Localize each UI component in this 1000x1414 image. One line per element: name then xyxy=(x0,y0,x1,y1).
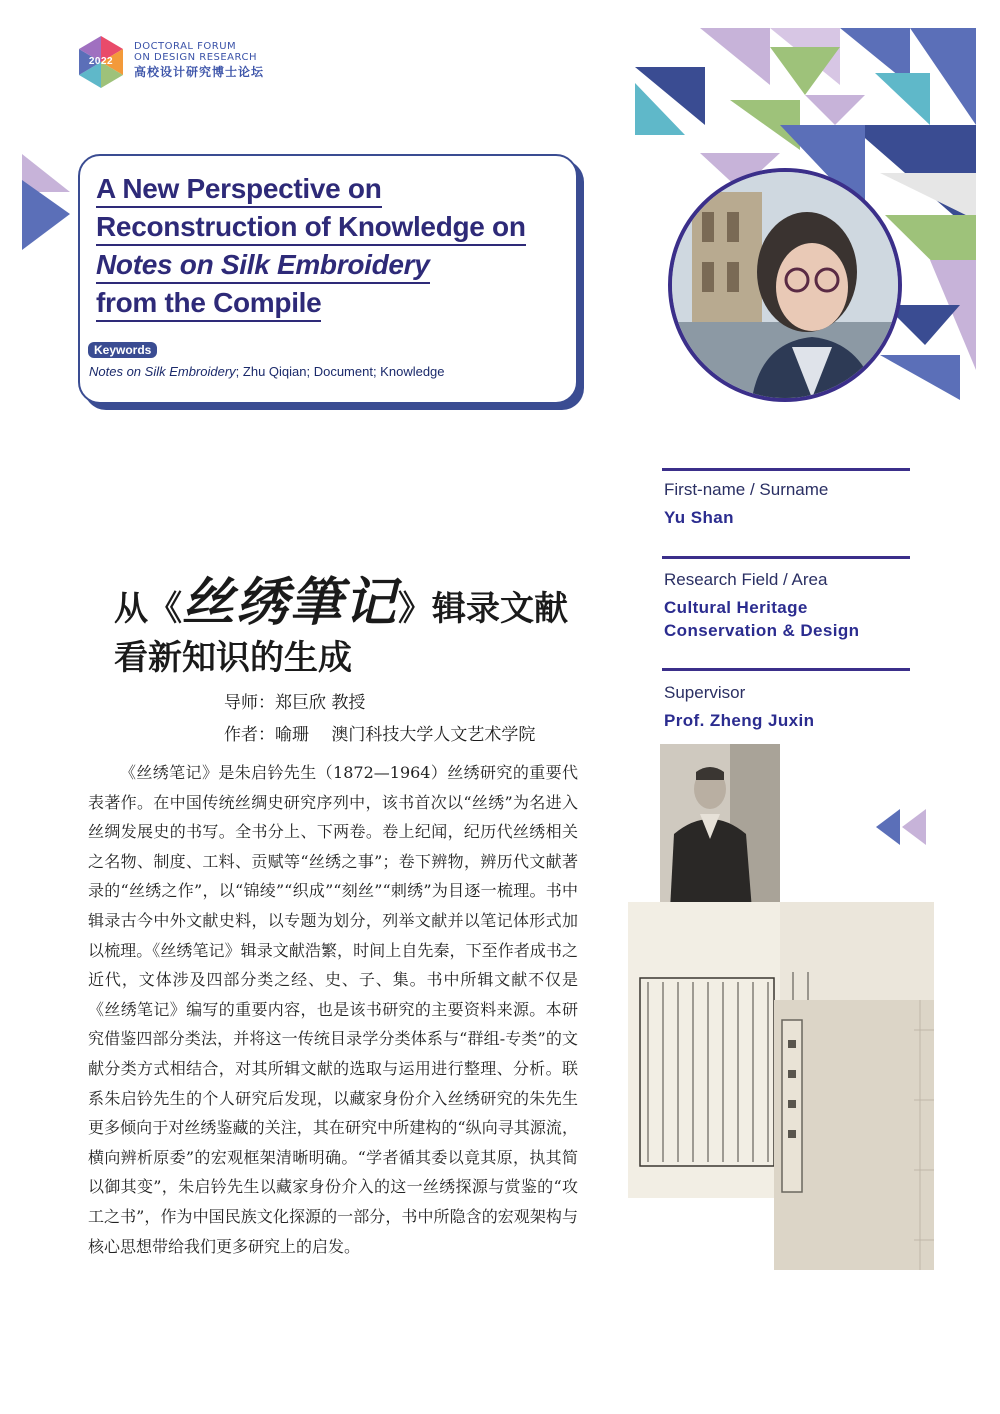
logo-chinese: 高校设计研究博士论坛 xyxy=(134,65,265,79)
supervisor-value: Prof. Zheng Juxin xyxy=(664,711,815,730)
keywords-book: Notes on Silk Embroidery xyxy=(89,364,236,379)
logo-year: 2022 xyxy=(88,56,114,67)
logo-line-2: ON DESIGN RESEARCH xyxy=(134,52,257,63)
book-cover-photo xyxy=(774,1000,934,1270)
chinese-title-line-2: 看新知识的生成 xyxy=(114,638,352,678)
title-line-3: Notes on Silk Embroidery xyxy=(96,248,430,284)
abstract-body xyxy=(88,758,578,1261)
logo-line-1: DOCTORAL FORUM xyxy=(134,41,237,52)
advisor-line: 导师：郑巨欣 教授 xyxy=(224,693,366,713)
title-line-1: A New Perspective on xyxy=(96,172,382,208)
field-value-1: Cultural Heritage xyxy=(664,598,808,617)
supervisor-label: Supervisor xyxy=(664,683,746,702)
name-label: First-name / Surname xyxy=(664,480,829,499)
forum-logo xyxy=(76,36,276,90)
cn-title-part2: 》辑录文献 xyxy=(398,589,569,629)
info-divider xyxy=(662,668,910,671)
info-divider xyxy=(662,468,910,471)
info-divider xyxy=(662,556,910,559)
name-value: Yu Shan xyxy=(664,508,734,527)
book-cover-image xyxy=(774,1000,934,1270)
title-line-4: from the Compile xyxy=(96,286,321,322)
historical-portrait-image xyxy=(660,744,780,910)
field-label: Research Field / Area xyxy=(664,570,828,589)
keywords-text xyxy=(89,364,445,379)
keywords-badge: Keywords xyxy=(88,342,157,358)
title-line-2: Reconstruction of Knowledge on xyxy=(96,210,526,246)
portrait-image xyxy=(672,172,898,398)
cn-title-part1: 从《 xyxy=(114,589,182,629)
historical-portrait-photo xyxy=(660,744,780,910)
author-line: 作者：喻珊 澳门科技大学人文艺术学院 xyxy=(224,725,536,745)
chinese-title-line-1 xyxy=(114,560,568,635)
author-portrait xyxy=(668,168,902,402)
decorative-mid-arrows xyxy=(872,805,932,850)
keywords-rest: ; Zhu Qiqian; Document; Knowledge xyxy=(235,364,445,379)
field-value-2: Conservation & Design xyxy=(664,621,860,640)
abstract-paragraph: 《丝绣笔记》是朱启钤先生（1872—1964）丝绣研究的重要代表著作。在中国传统丝绸史研究序列中，该书首次以“丝绣”为名进入丝绸发展史的书写。全书分上、下两卷。卷上纪闻，纪历代丝绣相关之名物、制度、工料、贡赋等“丝绣之事”；卷下辨物，辨历代文献著录的“丝绣之作”，以“锦绫”“织成”“刻丝”“刺绣”为目逐一梳理。书中辑录古今中外文献史料，以专题为划分，列举文献并以笔记体形式加以梳理。《丝绣笔记》辑录文献浩繁，时间上自先秦，下至作者成书之近代，文体涉及四部分类之经、史、子、集。书中所辑文献不仅是《丝绣笔记》编写的重要内容，也是该书研究的主要资料来源。本研究借鉴四部分类法，并将这一传统目录学分类体系与“群组-专类”的文献分类方式相结合，对其所辑文献的选取与运用进行整理、分析。联系朱启钤先生的个人研究后发现，以藏家身份介入丝绣研究的朱先生更多倾向于对丝绣鉴藏的关注，其在研究中所建构的“纵向寻其源流，横向辨析原委”的宏观框架清晰明确。“学者循其委以竟其原，执其简以御其变”，朱启钤先生以藏家身份介入的这一丝绣探源与赏鉴的“攻工之书”，作为中国民族文化探源的一部分，书中所隐含的宏观架构与核心思想带给我们更多研究上的启发。 xyxy=(88,763,578,1256)
title-card xyxy=(78,154,578,404)
decorative-left-arrows xyxy=(18,152,78,262)
cn-title-calligraphy: 丝绣筆记 xyxy=(182,572,399,633)
